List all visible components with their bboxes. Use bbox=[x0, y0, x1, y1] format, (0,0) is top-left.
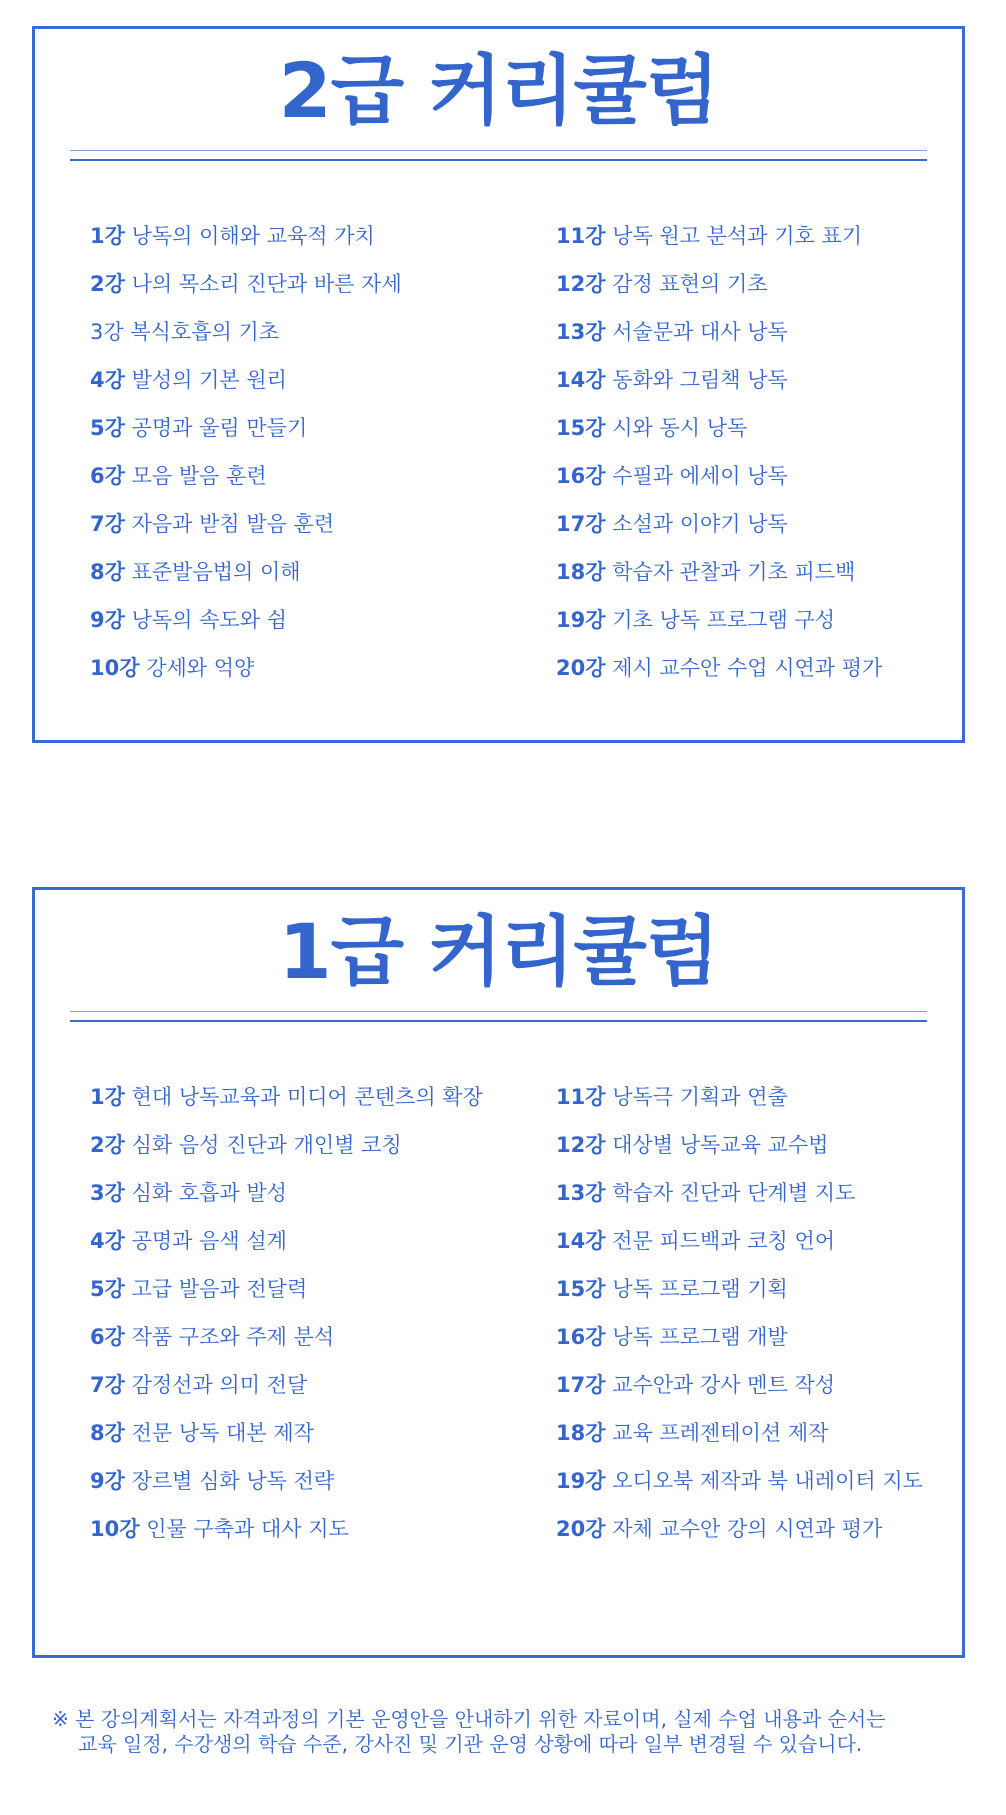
lesson-title: 심화 음성 진단과 개인별 코칭 bbox=[131, 1133, 402, 1157]
lesson-item bbox=[556, 560, 882, 608]
title-divider-thin bbox=[70, 1011, 927, 1012]
lesson-item bbox=[556, 608, 882, 656]
lesson-item bbox=[90, 512, 402, 560]
lesson-number: 10강 bbox=[90, 656, 140, 680]
lesson-item bbox=[90, 464, 402, 512]
lesson-number: 15강 bbox=[556, 1277, 606, 1301]
lesson-number: 3강 bbox=[90, 320, 124, 344]
lesson-number: 7강 bbox=[90, 1373, 125, 1397]
lesson-title: 자체 교수안 강의 시연과 평가 bbox=[612, 1517, 883, 1541]
lesson-title: 시와 동시 낭독 bbox=[612, 416, 748, 440]
footnote bbox=[52, 1707, 886, 1757]
lesson-title: 발성의 기본 원리 bbox=[131, 368, 287, 392]
lesson-number: 11강 bbox=[556, 224, 606, 248]
title-divider-thin bbox=[70, 150, 927, 151]
lesson-item bbox=[556, 1181, 923, 1229]
lesson-item bbox=[556, 416, 882, 464]
lesson-title: 심화 호흡과 발성 bbox=[131, 1181, 287, 1205]
lesson-item bbox=[556, 1469, 923, 1517]
lesson-number: 16강 bbox=[556, 1325, 606, 1349]
lesson-number: 15강 bbox=[556, 416, 606, 440]
lesson-item bbox=[556, 320, 882, 368]
lesson-title: 인물 구축과 대사 지도 bbox=[146, 1517, 349, 1541]
lesson-item bbox=[556, 512, 882, 560]
lesson-item bbox=[556, 1133, 923, 1181]
lesson-title: 표준발음법의 이해 bbox=[131, 560, 301, 584]
footnote-line-1: ※ 본 강의계획서는 자격과정의 기본 운영안을 안내하기 위한 자료이며, 실제 수업 내용과 순서는 bbox=[52, 1707, 886, 1731]
lesson-number: 5강 bbox=[90, 416, 125, 440]
lesson-column-right bbox=[556, 224, 882, 704]
lesson-item bbox=[556, 224, 882, 272]
lesson-number: 1강 bbox=[90, 224, 125, 248]
lesson-title: 낭독의 이해와 교육적 가치 bbox=[131, 224, 375, 248]
lesson-item bbox=[556, 1421, 923, 1469]
lesson-title: 공명과 울림 만들기 bbox=[131, 416, 308, 440]
lesson-number: 19강 bbox=[556, 1469, 606, 1493]
curriculum-title: 2급 커리큘럼 bbox=[278, 46, 719, 135]
lesson-title: 복식호흡의 기초 bbox=[130, 320, 280, 344]
curriculum-title: 1급 커리큘럼 bbox=[278, 907, 719, 996]
lesson-item bbox=[90, 416, 402, 464]
lesson-column-right bbox=[556, 1085, 923, 1565]
lesson-number: 20강 bbox=[556, 656, 606, 680]
lesson-item bbox=[556, 1325, 923, 1373]
lesson-title: 소설과 이야기 낭독 bbox=[612, 512, 788, 536]
lesson-number: 4강 bbox=[90, 1229, 125, 1253]
lesson-number: 1강 bbox=[90, 1085, 125, 1109]
lesson-item bbox=[90, 272, 402, 320]
lesson-title: 강세와 억양 bbox=[146, 656, 255, 680]
lesson-title: 고급 발음과 전달력 bbox=[131, 1277, 308, 1301]
lesson-title: 학습자 관찰과 기초 피드백 bbox=[612, 560, 856, 584]
lesson-item bbox=[556, 1517, 923, 1565]
lesson-item bbox=[90, 1325, 483, 1373]
lesson-number: 8강 bbox=[90, 560, 125, 584]
lesson-title: 낭독 프로그램 개발 bbox=[612, 1325, 788, 1349]
lesson-title: 기초 낭독 프로그램 구성 bbox=[612, 608, 836, 632]
lesson-item bbox=[556, 272, 882, 320]
lesson-title: 감정선과 의미 전달 bbox=[131, 1373, 308, 1397]
lesson-item bbox=[90, 320, 402, 368]
lesson-number: 19강 bbox=[556, 608, 606, 632]
lesson-title: 동화와 그림책 낭독 bbox=[612, 368, 788, 392]
lesson-number: 12강 bbox=[556, 272, 606, 296]
lesson-title: 교수안과 강사 멘트 작성 bbox=[612, 1373, 836, 1397]
lesson-title: 공명과 음색 설계 bbox=[131, 1229, 287, 1253]
lesson-title: 낭독 프로그램 기획 bbox=[612, 1277, 788, 1301]
lesson-number: 10강 bbox=[90, 1517, 140, 1541]
lesson-number: 18강 bbox=[556, 1421, 606, 1445]
lesson-item bbox=[90, 368, 402, 416]
lesson-item bbox=[90, 1133, 483, 1181]
lesson-item bbox=[90, 1421, 483, 1469]
lesson-item bbox=[556, 464, 882, 512]
lesson-item bbox=[556, 1277, 923, 1325]
lesson-number: 9강 bbox=[90, 1469, 125, 1493]
lesson-item bbox=[90, 1517, 483, 1565]
lesson-item bbox=[90, 1085, 483, 1133]
lesson-title: 장르별 심화 낭독 전략 bbox=[131, 1469, 335, 1493]
lesson-item bbox=[90, 1181, 483, 1229]
lesson-title: 수필과 에세이 낭독 bbox=[612, 464, 788, 488]
lesson-title: 제시 교수안 수업 시연과 평가 bbox=[612, 656, 883, 680]
lesson-item bbox=[90, 560, 402, 608]
lesson-item bbox=[556, 656, 882, 704]
lesson-item bbox=[90, 1469, 483, 1517]
lesson-number: 4강 bbox=[90, 368, 125, 392]
lesson-number: 9강 bbox=[90, 608, 125, 632]
lesson-title: 전문 피드백과 코칭 언어 bbox=[612, 1229, 836, 1253]
lesson-title: 학습자 진단과 단계별 지도 bbox=[612, 1181, 856, 1205]
lesson-column-left bbox=[90, 1085, 483, 1565]
lesson-item bbox=[556, 1229, 923, 1277]
lesson-title: 자음과 받침 발음 훈련 bbox=[131, 512, 335, 536]
lesson-number: 20강 bbox=[556, 1517, 606, 1541]
lesson-item bbox=[90, 608, 402, 656]
lesson-title: 오디오북 제작과 북 내레이터 지도 bbox=[612, 1469, 923, 1493]
lesson-number: 8강 bbox=[90, 1421, 125, 1445]
lesson-item bbox=[90, 656, 402, 704]
lesson-number: 3강 bbox=[90, 1181, 125, 1205]
lesson-item bbox=[556, 1373, 923, 1421]
lesson-title: 전문 낭독 대본 제작 bbox=[131, 1421, 314, 1445]
curriculum-box-level-1 bbox=[32, 887, 965, 1658]
lesson-number: 6강 bbox=[90, 1325, 125, 1349]
lesson-number: 7강 bbox=[90, 512, 125, 536]
lesson-number: 2강 bbox=[90, 1133, 125, 1157]
lesson-number: 17강 bbox=[556, 512, 606, 536]
lesson-number: 5강 bbox=[90, 1277, 125, 1301]
lesson-title: 낭독극 기획과 연출 bbox=[612, 1085, 788, 1109]
lesson-title: 현대 낭독교육과 미디어 콘텐츠의 확장 bbox=[131, 1085, 483, 1109]
lesson-number: 13강 bbox=[556, 1181, 606, 1205]
lesson-title: 나의 목소리 진단과 바른 자세 bbox=[131, 272, 402, 296]
lesson-number: 17강 bbox=[556, 1373, 606, 1397]
lesson-number: 11강 bbox=[556, 1085, 606, 1109]
lesson-item bbox=[90, 1373, 483, 1421]
lesson-item bbox=[556, 368, 882, 416]
lesson-title: 대상별 낭독교육 교수법 bbox=[612, 1133, 829, 1157]
lesson-number: 2강 bbox=[90, 272, 125, 296]
lesson-item bbox=[90, 1277, 483, 1325]
lesson-title: 작품 구조와 주제 분석 bbox=[131, 1325, 335, 1349]
lesson-number: 6강 bbox=[90, 464, 125, 488]
lesson-item bbox=[90, 1229, 483, 1277]
lesson-title: 모음 발음 훈련 bbox=[131, 464, 267, 488]
lesson-title: 서술문과 대사 낭독 bbox=[612, 320, 788, 344]
lesson-number: 14강 bbox=[556, 368, 606, 392]
lesson-number: 12강 bbox=[556, 1133, 606, 1157]
lesson-number: 16강 bbox=[556, 464, 606, 488]
title-divider-thick bbox=[70, 159, 927, 161]
lesson-title: 낭독 원고 분석과 기호 표기 bbox=[612, 224, 863, 248]
title-divider-thick bbox=[70, 1020, 927, 1022]
lesson-number: 18강 bbox=[556, 560, 606, 584]
curriculum-box-level-2 bbox=[32, 26, 965, 743]
lesson-item bbox=[556, 1085, 923, 1133]
lesson-title: 낭독의 속도와 쉼 bbox=[131, 608, 287, 632]
lesson-title: 감정 표현의 기초 bbox=[612, 272, 768, 296]
lesson-column-left bbox=[90, 224, 402, 704]
lesson-number: 14강 bbox=[556, 1229, 606, 1253]
lesson-item bbox=[90, 224, 402, 272]
lesson-number: 13강 bbox=[556, 320, 606, 344]
lesson-title: 교육 프레젠테이션 제작 bbox=[612, 1421, 829, 1445]
footnote-line-2: 교육 일정, 수강생의 학습 수준, 강사진 및 기관 운영 상황에 따라 일부 변경될 수 있습니다. bbox=[78, 1732, 863, 1756]
